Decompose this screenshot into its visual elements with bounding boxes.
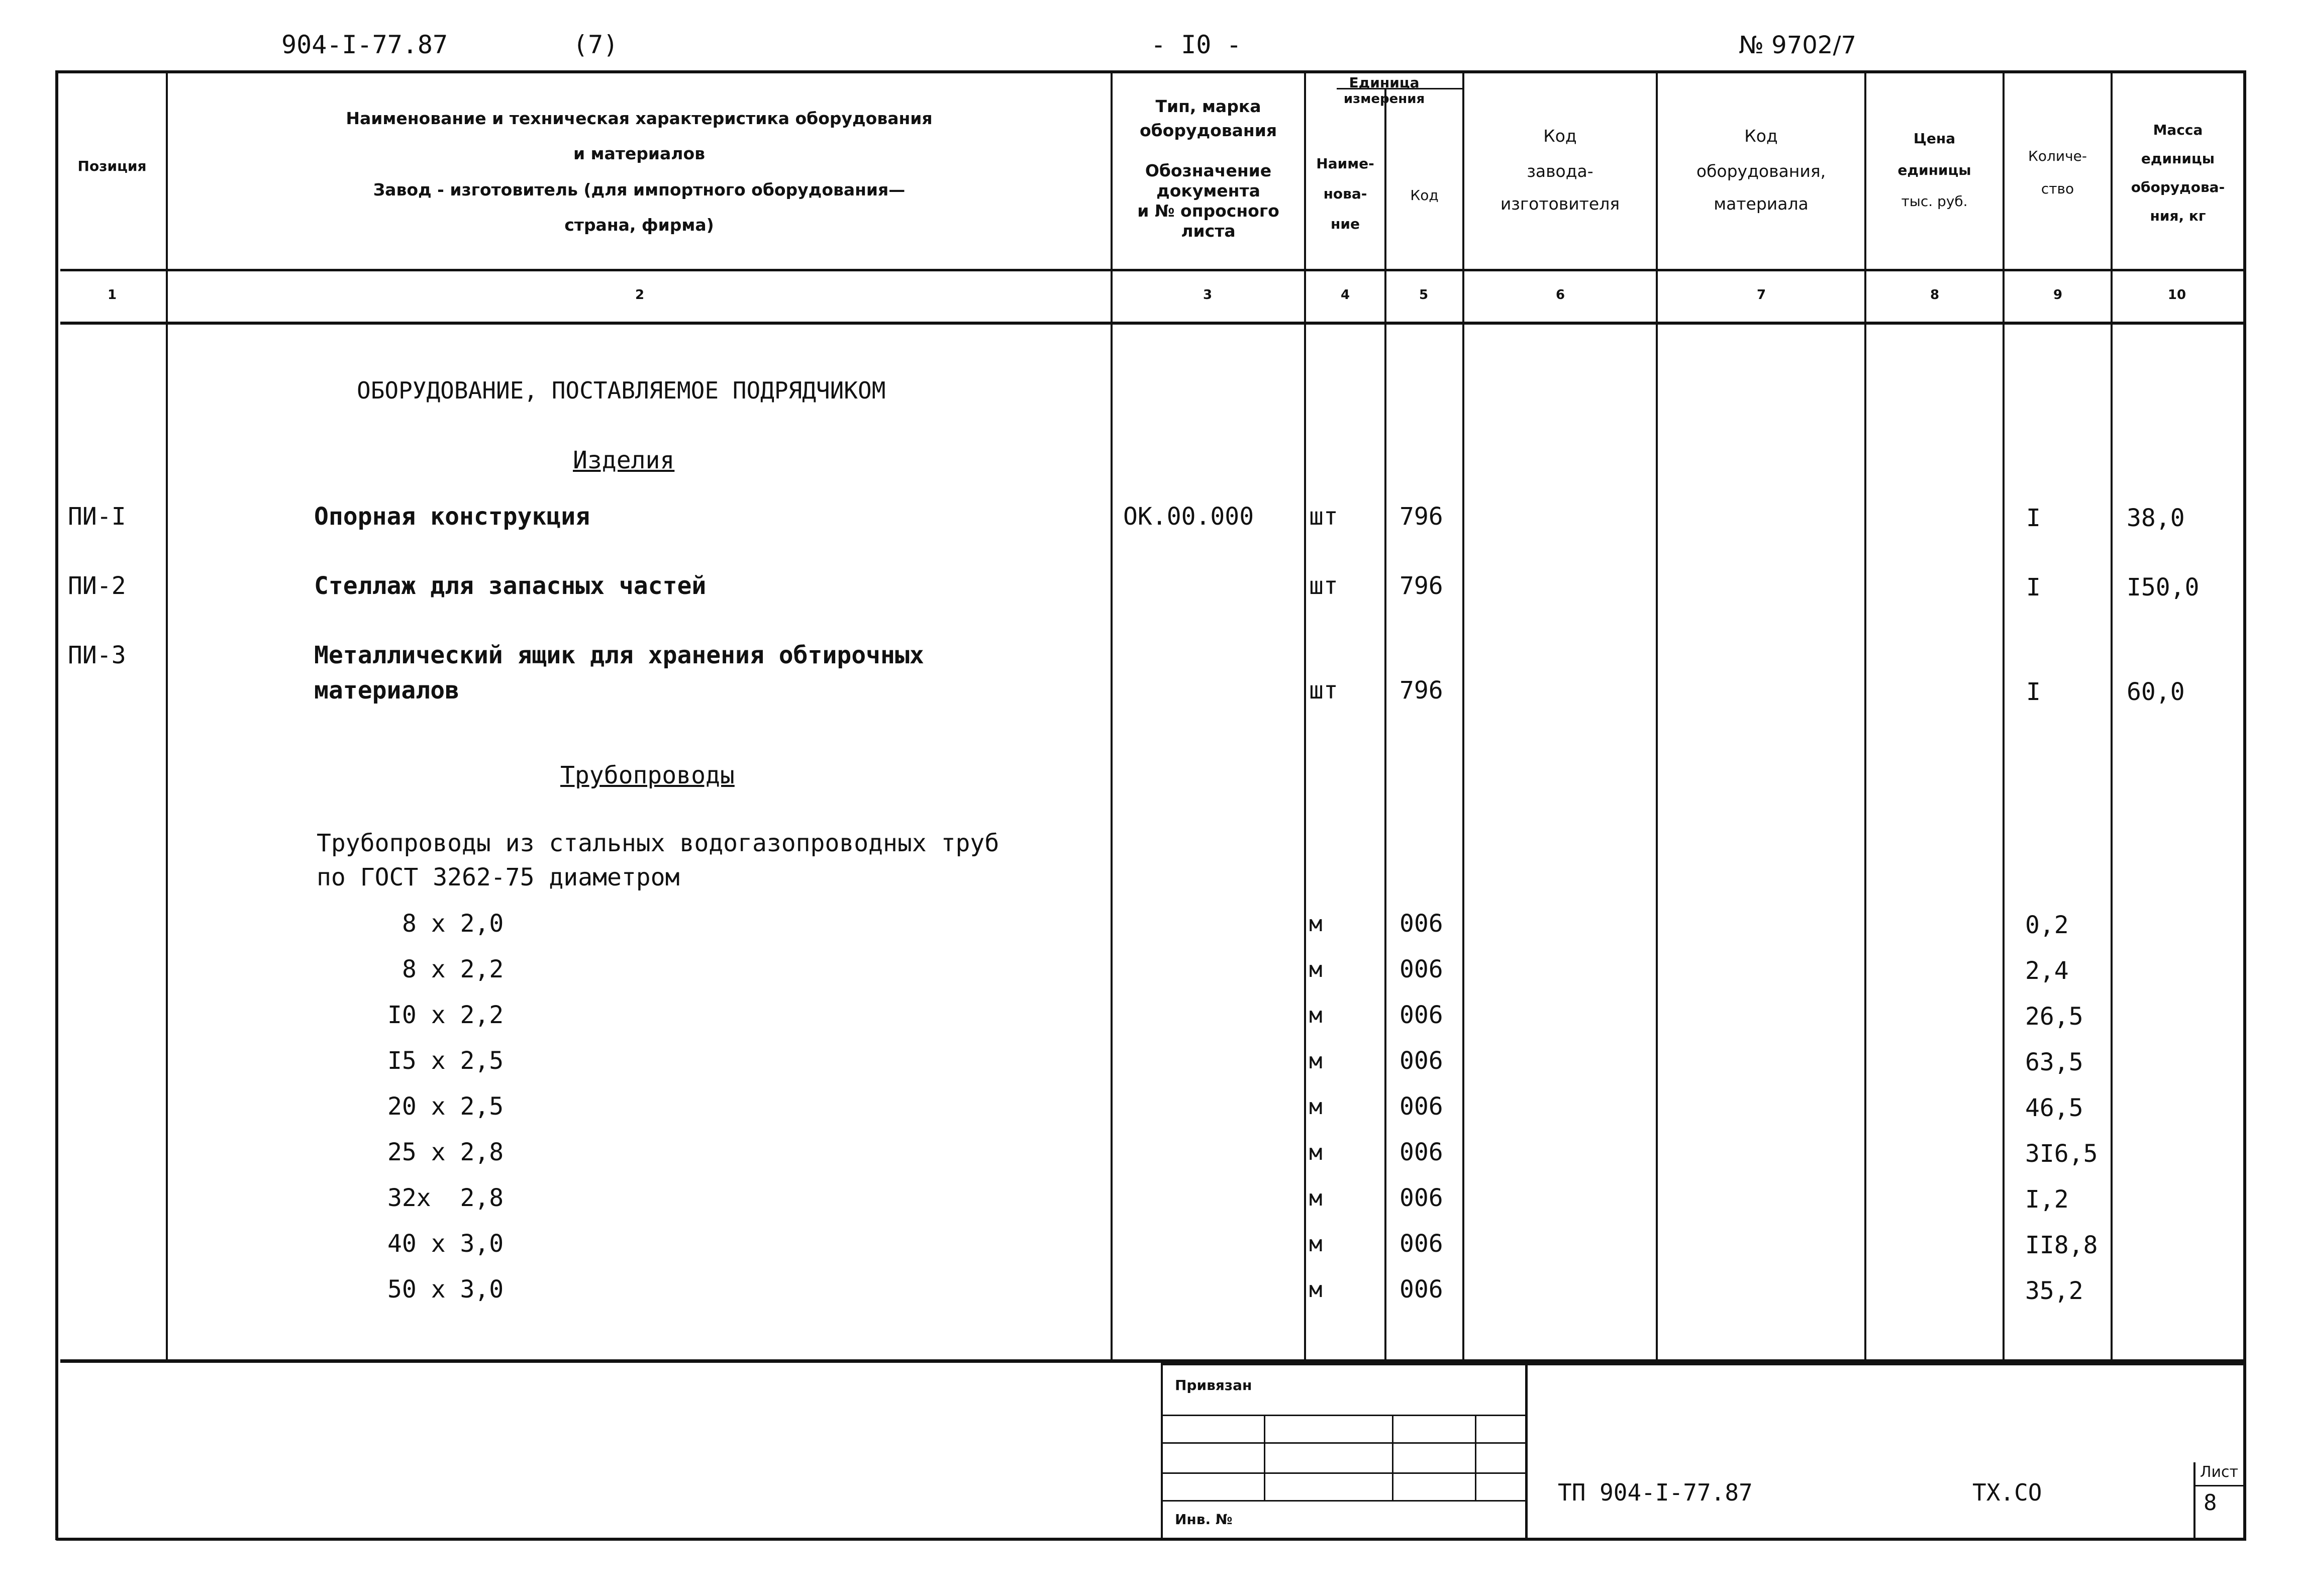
table-top-border bbox=[55, 70, 2246, 73]
colnum-7: 7 bbox=[1756, 287, 1766, 303]
pipe-row-5-code: 006 bbox=[1400, 1092, 1443, 1121]
pipe-row-8-size: 40 x 3,0 bbox=[387, 1230, 504, 1258]
header-mass-line2: единицы bbox=[2141, 150, 2215, 167]
archive-number: № 9702/7 bbox=[1739, 31, 1857, 59]
header-factory-line2: завода- bbox=[1527, 161, 1593, 181]
header-qty-line1: Количе- bbox=[2028, 148, 2087, 164]
pipe-row-7-size: 32x 2,8 bbox=[387, 1184, 504, 1212]
stamp-inv-label: Инв. № bbox=[1175, 1511, 1233, 1528]
pipe-row-2-size: 8 x 2,2 bbox=[402, 955, 504, 983]
sheet-box-rule bbox=[2193, 1485, 2244, 1486]
col-divider-7 bbox=[1864, 70, 1866, 1362]
header-name-line4: страна, фирма) bbox=[564, 215, 714, 235]
pipe-row-5-size: 20 x 2,5 bbox=[387, 1092, 504, 1121]
stamp-top-rule bbox=[1161, 1363, 2246, 1365]
col-divider-1 bbox=[166, 70, 168, 1362]
item-1-code: 796 bbox=[1400, 503, 1443, 531]
pipe-row-7-unit: м bbox=[1309, 1185, 1323, 1211]
item-1-pos: ПИ-I bbox=[68, 503, 126, 531]
header-bottom-rule bbox=[60, 269, 2246, 271]
stamp-grid-rule-3 bbox=[1163, 1472, 1525, 1474]
pipe-row-3-unit: м bbox=[1309, 1003, 1323, 1028]
frame-left-border bbox=[55, 70, 58, 1540]
section-pipes-title: Трубопроводы bbox=[560, 761, 735, 789]
item-2-mass: I50,0 bbox=[2127, 573, 2200, 602]
page-number: - I0 - bbox=[1151, 30, 1242, 59]
pipe-row-3-qty: 26,5 bbox=[2025, 1003, 2083, 1031]
header-factory-line1: Код bbox=[1543, 126, 1577, 146]
stamp-grid-rule-2 bbox=[1163, 1442, 1525, 1444]
item-1-unit: шт bbox=[1309, 503, 1338, 531]
header-doc-line1: Обозначение bbox=[1145, 161, 1272, 180]
item-1-name: Опорная конструкция bbox=[314, 503, 590, 531]
body-bottom-rule bbox=[60, 1359, 2246, 1363]
item-1-qty: I bbox=[2026, 504, 2041, 532]
item-2-qty: I bbox=[2026, 573, 2041, 602]
pipe-row-5-unit: м bbox=[1309, 1094, 1323, 1120]
item-3-name-line1: Металлический ящик для хранения обтирочных bbox=[314, 641, 924, 669]
header-unit-name-line1: Наиме- bbox=[1316, 155, 1374, 172]
stamp-grid-col-1 bbox=[1264, 1415, 1265, 1500]
colnum-1: 1 bbox=[107, 287, 117, 303]
header-mass-line1: Масса bbox=[2153, 122, 2203, 138]
col-divider-4 bbox=[1384, 89, 1386, 1362]
header-mass-line4: ния, кг bbox=[2150, 208, 2206, 224]
pipe-row-1-size: 8 x 2,0 bbox=[402, 910, 504, 938]
pipe-row-2-code: 006 bbox=[1400, 955, 1443, 983]
pipe-row-1-qty: 0,2 bbox=[2025, 911, 2069, 939]
col-divider-9 bbox=[2111, 70, 2113, 1362]
item-3-pos: ПИ-3 bbox=[68, 641, 126, 669]
frame-right-border bbox=[2243, 70, 2246, 1540]
colnum-9: 9 bbox=[2053, 287, 2063, 303]
col-divider-3 bbox=[1304, 70, 1306, 1362]
pipe-row-7-qty: I,2 bbox=[2025, 1185, 2069, 1214]
stamp-grid-col-3 bbox=[1475, 1415, 1476, 1500]
pipe-row-4-unit: м bbox=[1309, 1048, 1323, 1074]
item-3-name-line2: материалов bbox=[314, 676, 459, 705]
header-unit-group-line1: Единица bbox=[1349, 74, 1420, 91]
item-3-code: 796 bbox=[1400, 676, 1443, 705]
pipe-row-9-qty: 35,2 bbox=[2025, 1277, 2083, 1305]
header-doc-line3: и № опросного bbox=[1137, 201, 1279, 221]
stamp-grid-col-2 bbox=[1392, 1415, 1393, 1500]
colnum-2: 2 bbox=[635, 287, 645, 303]
colnum-6: 6 bbox=[1555, 287, 1565, 303]
stamp-project-code: ТП 904-I-77.87 bbox=[1558, 1479, 1753, 1506]
pipe-row-6-code: 006 bbox=[1400, 1138, 1443, 1166]
sheet-label: Лист bbox=[2200, 1463, 2239, 1481]
header-unit-group-line2: измерения bbox=[1343, 91, 1425, 107]
sheet-box-left bbox=[2193, 1462, 2195, 1538]
section-main-title: ОБОРУДОВАНИЕ, ПОСТАВЛЯЕМОЕ ПОДРЯДЧИКОМ bbox=[357, 377, 886, 404]
header-name-line1: Наименование и техническая характеристика оборудования bbox=[346, 109, 933, 128]
pipes-desc-line1: Трубопроводы из стальных водогазопроводных труб bbox=[317, 829, 1000, 857]
stamp-section-code: ТХ.СО bbox=[1972, 1479, 2042, 1506]
col-divider-6 bbox=[1656, 70, 1658, 1362]
pipe-row-8-unit: м bbox=[1309, 1231, 1323, 1257]
header-price-line2: единицы bbox=[1897, 162, 1971, 178]
pipe-row-4-qty: 63,5 bbox=[2025, 1048, 2083, 1076]
header-position: Позиция bbox=[77, 158, 147, 174]
header-doc-line4: листа bbox=[1181, 221, 1236, 241]
pipe-row-4-code: 006 bbox=[1400, 1047, 1443, 1075]
frame-bottom-border bbox=[56, 1538, 2246, 1541]
item-3-qty: I bbox=[2026, 678, 2041, 706]
sheet-number: 8 bbox=[2204, 1490, 2217, 1516]
header-mass-line3: оборудова- bbox=[2131, 179, 2225, 195]
pipe-row-4-size: I5 x 2,5 bbox=[387, 1047, 504, 1075]
item-2-pos: ПИ-2 bbox=[68, 572, 126, 600]
pipe-row-3-code: 006 bbox=[1400, 1001, 1443, 1029]
header-unit-code: Код bbox=[1410, 187, 1439, 204]
pipe-row-1-code: 006 bbox=[1400, 910, 1443, 938]
header-equip-code-line1: Код bbox=[1744, 126, 1778, 146]
pipe-row-3-size: I0 x 2,2 bbox=[387, 1001, 504, 1029]
pipe-row-2-unit: м bbox=[1309, 957, 1323, 982]
item-2-unit: шт bbox=[1309, 572, 1338, 600]
item-1-type: ОК.00.000 bbox=[1123, 503, 1254, 531]
pipe-row-6-unit: м bbox=[1309, 1140, 1323, 1165]
header-qty-line2: ство bbox=[2041, 180, 2074, 197]
col-divider-8 bbox=[2003, 70, 2005, 1362]
item-2-code: 796 bbox=[1400, 572, 1443, 600]
pipe-row-1-unit: м bbox=[1309, 911, 1323, 937]
item-2-name: Стеллаж для запасных частей bbox=[314, 572, 707, 600]
doc-code: 904-I-77.87 bbox=[281, 30, 448, 59]
header-type-line1: Тип, марка bbox=[1155, 96, 1261, 116]
colnum-3: 3 bbox=[1203, 287, 1213, 303]
header-type-line2: оборудования bbox=[1139, 121, 1277, 140]
header-equip-code-line2: оборудования, bbox=[1696, 161, 1826, 181]
pipe-row-9-code: 006 bbox=[1400, 1275, 1443, 1304]
header-name-line2: и материалов bbox=[573, 144, 706, 163]
pipe-row-9-unit: м bbox=[1309, 1277, 1323, 1303]
stamp-grid-rule-4 bbox=[1163, 1500, 1525, 1502]
header-name-line3: Завод - изготовитель (для импортного оборудования— bbox=[373, 180, 906, 200]
stamp-grid-rule-1 bbox=[1163, 1415, 1525, 1416]
item-1-mass: 38,0 bbox=[2127, 504, 2185, 532]
doc-part: (7) bbox=[573, 30, 619, 59]
colnum-bottom-rule bbox=[60, 322, 2246, 325]
stamp-left-border bbox=[1161, 1363, 1163, 1539]
pipe-row-6-qty: 3I6,5 bbox=[2025, 1140, 2098, 1168]
stamp-middle-border bbox=[1525, 1363, 1528, 1539]
colnum-4: 4 bbox=[1340, 287, 1350, 303]
header-equip-code-line3: материала bbox=[1714, 194, 1809, 214]
colnum-10: 10 bbox=[2167, 287, 2186, 303]
pipe-row-9-size: 50 x 3,0 bbox=[387, 1275, 504, 1304]
header-unit-name-line3: ние bbox=[1331, 216, 1360, 232]
pipe-row-8-qty: II8,8 bbox=[2025, 1231, 2098, 1259]
section-items-title: Изделия bbox=[573, 446, 675, 474]
colnum-8: 8 bbox=[1930, 287, 1940, 303]
item-3-mass: 60,0 bbox=[2127, 678, 2185, 706]
item-3-unit: шт bbox=[1309, 676, 1338, 705]
pipes-desc-line2: по ГОСТ 3262-75 диаметром bbox=[317, 863, 680, 891]
colnum-5: 5 bbox=[1419, 287, 1429, 303]
pipe-row-6-size: 25 x 2,8 bbox=[387, 1138, 504, 1166]
pipe-row-5-qty: 46,5 bbox=[2025, 1094, 2083, 1122]
header-price-line3: тыс. руб. bbox=[1901, 193, 1968, 210]
header-doc-line2: документа bbox=[1156, 181, 1260, 201]
header-unit-name-line2: нова- bbox=[1323, 185, 1367, 202]
pipe-row-8-code: 006 bbox=[1400, 1230, 1443, 1258]
pipe-row-2-qty: 2,4 bbox=[2025, 957, 2069, 985]
header-price-line1: Цена bbox=[1913, 130, 1956, 147]
col-divider-2 bbox=[1111, 70, 1113, 1362]
pipe-row-7-code: 006 bbox=[1400, 1184, 1443, 1212]
col-divider-5 bbox=[1462, 70, 1464, 1362]
stamp-attached-label: Привязан bbox=[1175, 1377, 1252, 1393]
header-factory-line3: изготовителя bbox=[1500, 194, 1620, 214]
